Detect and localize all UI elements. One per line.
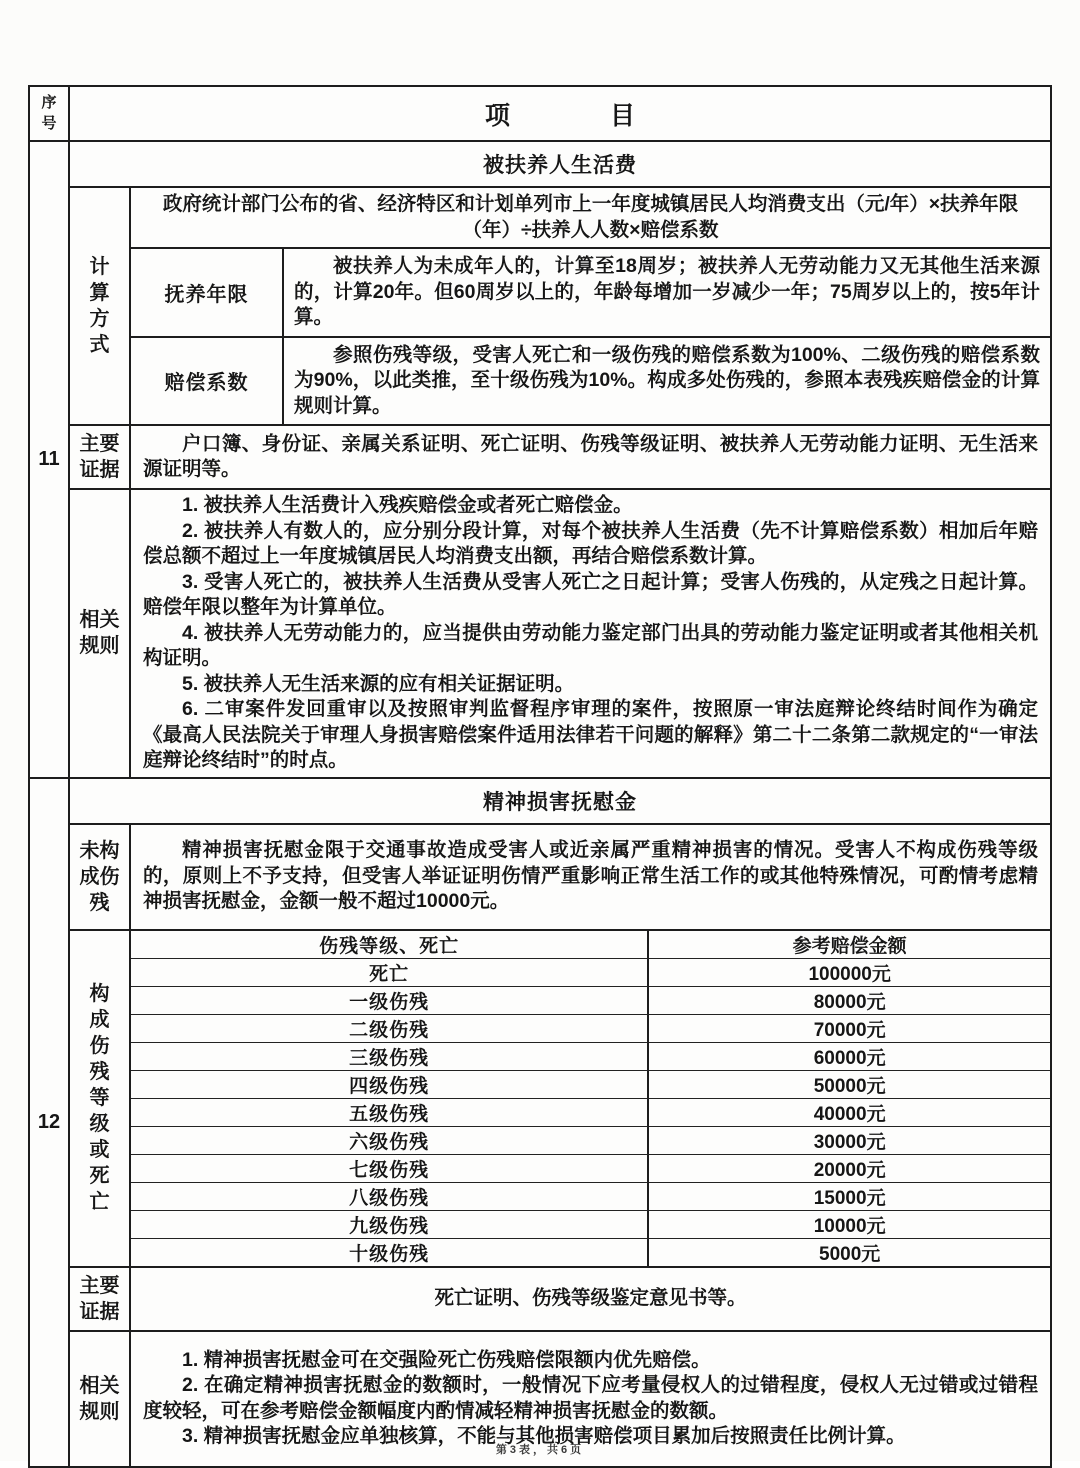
rules-label-cell-11	[70, 490, 131, 777]
coefficient-label: 赔偿系数	[164, 372, 249, 395]
evidence-label-cell-12	[70, 1268, 131, 1330]
calc-method-label-cell	[70, 188, 131, 424]
grade-column-header: 伤残等级、死亡	[131, 931, 649, 958]
disability-grade-label-cell	[70, 931, 131, 1266]
amount-cell: 100000元	[808, 963, 891, 985]
evidence-text-cell-12	[131, 1268, 1050, 1330]
evidence-row-11	[70, 424, 1050, 488]
table-row	[131, 1210, 1050, 1238]
serial-column-header	[30, 87, 70, 140]
rule-item: 5. 被扶养人无生活来源的应有相关证据证明。	[182, 672, 575, 695]
amount-cell: 60000元	[813, 1047, 886, 1069]
evidence-text-cell-11	[131, 426, 1050, 488]
group-11-content	[70, 142, 1050, 777]
table-row	[131, 1238, 1050, 1266]
serial-cell-12	[30, 779, 70, 1466]
amount-cell: 80000元	[813, 991, 886, 1013]
calc-method-block	[70, 186, 1050, 424]
table-row	[131, 958, 1050, 986]
evidence-text: 死亡证明、伤残等级鉴定意见书等。	[434, 1286, 747, 1309]
support-years-label-cell	[131, 249, 284, 336]
grade-cell: 十级伤残	[131, 1239, 649, 1266]
evidence-label: 主要证据	[79, 1274, 120, 1323]
table-row	[131, 1126, 1050, 1154]
no-disability-label-cell	[70, 825, 131, 929]
amount-cell: 5000元	[819, 1243, 881, 1265]
rules-label: 相关规则	[79, 609, 120, 658]
amount-cell: 50000元	[813, 1075, 886, 1097]
no-disability-row	[70, 823, 1050, 929]
coefficient-text: 参照伤残等级，受害人死亡和一级伤残的赔偿系数为100%、二级伤残的赔偿系数为90%，以此类推，至十级伤残为10%。构成多处伤残的，参照本表残疾赔偿金的计算规则计算。	[294, 343, 1040, 417]
evidence-row-12	[70, 1266, 1050, 1330]
grade-cell: 三级伤残	[131, 1043, 649, 1070]
row-group-11	[30, 140, 1050, 777]
table-row	[131, 1014, 1050, 1042]
table-row	[131, 1042, 1050, 1070]
grade-cell: 五级伤残	[131, 1099, 649, 1126]
no-disability-text: 精神损害抚慰金限于交通事故造成受害人或近亲属严重精神损害的情况。受害人不构成伤残等级的，原则上不予支持，但受害人举证证明伤情严重影响正常生活工作的或其他特殊情况，可酌情考虑精神损害抚慰金，金额一般不超过10000元。	[143, 839, 1038, 913]
rule-item: 3. 受害人死亡的，被扶养人生活费从受害人死亡之日起计算；受害人伤残的，从定残之日起计算。赔偿年限以整年为计算单位。	[143, 570, 1038, 618]
rules-row-11	[70, 488, 1050, 777]
section-title-text: 精神损害抚慰金	[483, 790, 637, 814]
serial-number: 11	[38, 447, 60, 470]
no-disability-label: 未构成伤残	[79, 839, 120, 914]
evidence-label-cell-11	[70, 426, 131, 488]
no-disability-text-cell	[131, 825, 1050, 929]
rule-item: 3. 精神损害抚慰金应单独核算，不能与其他损害赔偿项目累加后按照责任比例计算。	[182, 1425, 906, 1447]
page-footer: 第3表，共6页	[495, 1444, 585, 1456]
section-title-dependent-living-expense	[70, 142, 1050, 186]
disability-amount-table	[131, 931, 1050, 1266]
rule-item: 1. 精神损害抚慰金可在交强险死亡伤残赔偿限额内优先赔偿。	[182, 1348, 711, 1371]
formula-row	[131, 188, 1050, 247]
grade-cell: 六级伤残	[131, 1127, 649, 1154]
serial-header-label: 序号	[41, 94, 57, 132]
table-row	[131, 1070, 1050, 1098]
rule-item: 4. 被扶养人无劳动能力的，应当提供由劳动能力鉴定部门出具的劳动能力鉴定证明或者其他相关机构证明。	[143, 621, 1038, 669]
rule-item: 6. 二审案件发回重审以及按照审判监督程序审理的案件，按照原一审法庭辩论终结时间作为确定《最高人民法院关于审理人身损害赔偿案件适用法律若干问题的解释》第二十二条第二款规定的“一审法庭辩论终结时”的时点。	[143, 698, 1038, 771]
amount-column-header: 参考赔偿金额	[792, 935, 907, 957]
grade-cell: 四级伤残	[131, 1071, 649, 1098]
table-row	[131, 1154, 1050, 1182]
evidence-text: 户口簿、身份证、亲属关系证明、死亡证明、伤残等级证明、被扶养人无劳动能力证明、无生活来源证明等。	[143, 432, 1038, 480]
coefficient-text-cell	[284, 338, 1050, 425]
table-row	[131, 1182, 1050, 1210]
evidence-label: 主要证据	[79, 433, 120, 481]
coefficient-row	[131, 336, 1050, 425]
support-years-text-cell	[284, 249, 1050, 336]
support-years-label: 抚养年限	[164, 283, 249, 306]
section-title-text: 被扶养人生活费	[483, 154, 637, 177]
rules-text-cell-11	[131, 490, 1050, 777]
disability-table-header	[131, 931, 1050, 958]
grade-cell: 七级伤残	[131, 1155, 649, 1182]
item-header-label: 项 目	[484, 101, 635, 130]
amount-cell: 10000元	[813, 1215, 886, 1237]
amount-cell: 20000元	[813, 1159, 886, 1181]
table-header-row	[30, 87, 1050, 140]
disability-grade-block	[70, 929, 1050, 1266]
amount-cell: 70000元	[813, 1019, 886, 1041]
table-row	[131, 986, 1050, 1014]
coefficient-label-cell	[131, 338, 284, 425]
calc-method-content	[131, 188, 1050, 424]
serial-cell-11	[30, 142, 70, 777]
amount-cell: 15000元	[813, 1187, 886, 1209]
compensation-items-table	[28, 85, 1052, 1468]
amount-cell: 30000元	[813, 1131, 886, 1153]
row-group-12	[30, 777, 1050, 1466]
support-years-text: 被扶养人为未成年人的，计算至18周岁；被扶养人无劳动能力又无其他生活来源的，计算20年。但60周岁以上的，年龄每增加一岁减少一年；75周岁以上的，按5年计算。	[294, 255, 1040, 328]
section-title-mental-damage	[70, 779, 1050, 823]
grade-cell: 九级伤残	[131, 1211, 649, 1238]
table-row	[131, 1098, 1050, 1126]
disability-grade-label: 构成伤残等级或死亡	[89, 983, 110, 1213]
amount-cell: 40000元	[813, 1103, 886, 1125]
serial-number: 12	[37, 1110, 61, 1133]
item-column-header	[70, 87, 1050, 140]
calc-method-label: 计算方式	[89, 256, 110, 356]
support-years-row	[131, 247, 1050, 336]
rules-label: 相关规则	[79, 1374, 120, 1423]
grade-cell: 二级伤残	[131, 1015, 649, 1042]
grade-cell: 一级伤残	[131, 987, 649, 1014]
rule-item: 2. 在确定精神损害抚慰金的数额时，一般情况下应考量侵权人的过错程度，侵权人无过错或过错程度较轻，可在参考赔偿金额幅度内酌情减轻精神损害抚慰金的数额。	[143, 1374, 1038, 1422]
grade-cell: 死亡	[131, 959, 649, 986]
group-12-content	[70, 779, 1050, 1466]
grade-cell: 八级伤残	[131, 1183, 649, 1210]
rule-item: 1. 被扶养人生活费计入残疾赔偿金或者死亡赔偿金。	[182, 494, 633, 516]
rule-item: 2. 被扶养人有数人的，应分别分段计算，对每个被扶养人生活费（先不计算赔偿系数）相加后年赔偿总额不超过上一年度城镇居民人均消费支出额，再结合赔偿系数计算。	[143, 519, 1038, 567]
formula-text: 政府统计部门公布的省、经济特区和计划单列市上一年度城镇居民人均消费支出（元/年）×扶养年限（年）÷扶养人人数×赔偿系数	[162, 193, 1019, 241]
